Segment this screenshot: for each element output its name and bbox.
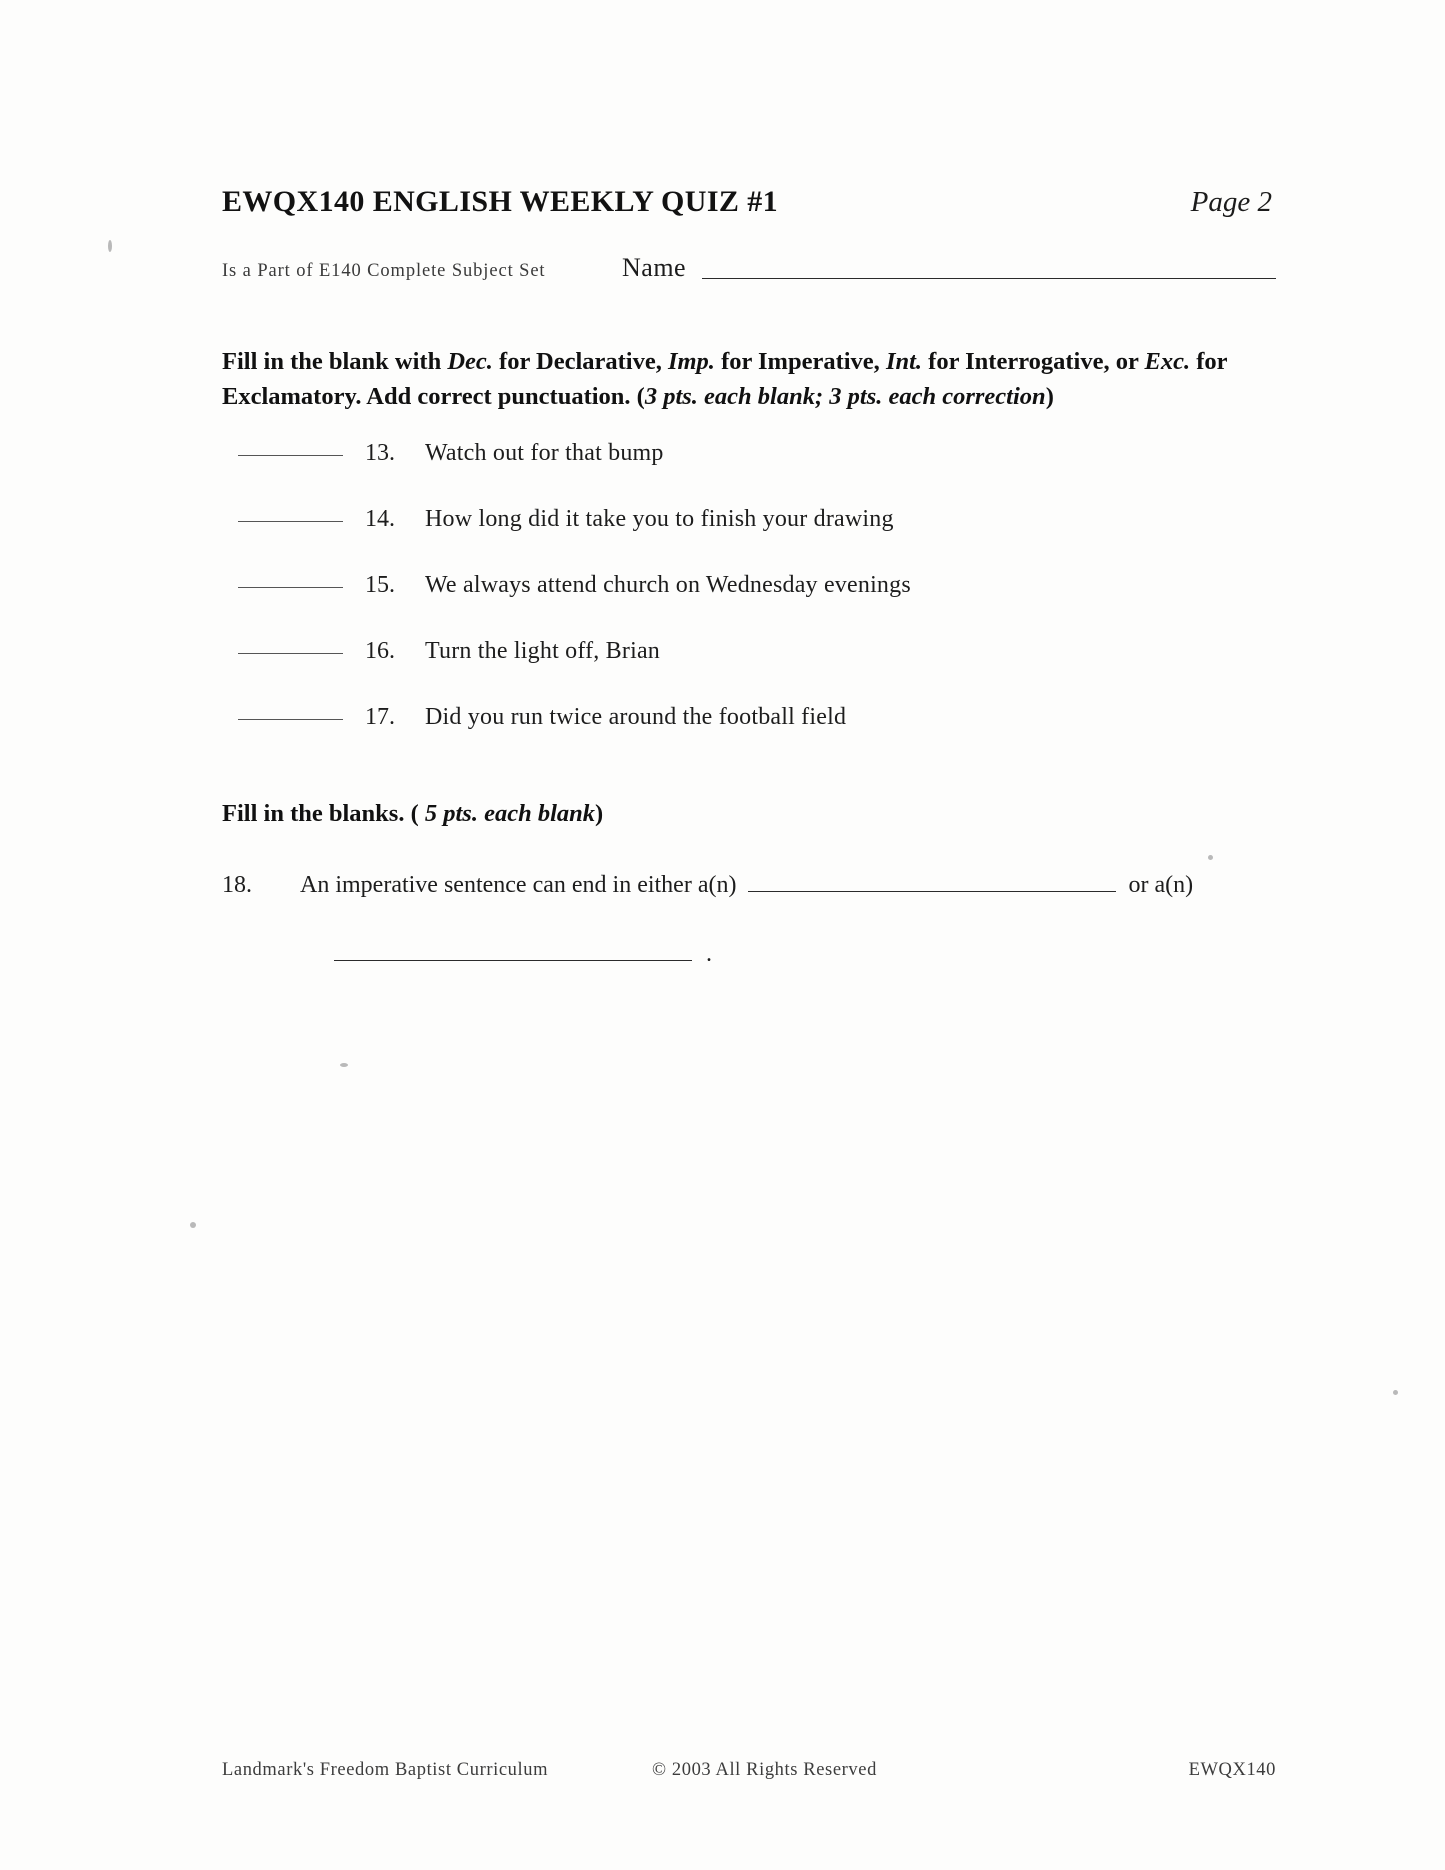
question-text: How long did it take you to finish your drawing bbox=[425, 506, 894, 532]
trailing-period: . bbox=[706, 941, 712, 967]
question-number: 16. bbox=[365, 638, 395, 664]
question-text-middle: or a(n) bbox=[1128, 872, 1194, 898]
name-input-line[interactable] bbox=[702, 277, 1276, 279]
document-footer bbox=[222, 1760, 1282, 1781]
question-row bbox=[222, 704, 1282, 770]
question-number: 14. bbox=[365, 506, 395, 532]
abbr-imp: Imp. bbox=[667, 348, 715, 375]
instruction-text-3: for Imperative, bbox=[714, 348, 886, 375]
answer-blank-18a[interactable] bbox=[748, 890, 1116, 892]
answer-blank-16[interactable] bbox=[238, 652, 343, 654]
scan-speckle bbox=[108, 240, 112, 252]
question-text: We always attend church on Wednesday evenings bbox=[425, 572, 911, 598]
section2-points-note: 5 pts. each blank bbox=[424, 800, 596, 827]
instruction-text-6: ) bbox=[1045, 382, 1054, 410]
abbr-dec: Dec. bbox=[447, 348, 493, 375]
section2-heading-close: ) bbox=[595, 800, 604, 827]
question-row bbox=[222, 506, 1282, 572]
question-number: 15. bbox=[365, 572, 395, 598]
section1-question-list bbox=[222, 440, 1282, 770]
answer-blank-15[interactable] bbox=[238, 586, 343, 588]
scan-speckle bbox=[190, 1222, 196, 1228]
question-18-line-1 bbox=[222, 872, 1282, 899]
question-row bbox=[222, 638, 1282, 704]
subject-set-note: Is a Part of E140 Complete Subject Set bbox=[222, 261, 546, 281]
scan-speckle bbox=[1393, 1390, 1398, 1395]
question-18-line-2 bbox=[300, 941, 1282, 968]
section1-instructions bbox=[222, 345, 1282, 415]
abbr-exc: Exc. bbox=[1144, 348, 1191, 375]
section2-heading bbox=[222, 800, 603, 828]
instruction-text-2: for Declarative, bbox=[492, 348, 668, 375]
abbr-int: Int. bbox=[885, 348, 923, 375]
instruction-text-4: for Interrogative, or bbox=[922, 348, 1145, 375]
question-text-before: An imperative sentence can end in either a(n) bbox=[300, 872, 737, 898]
instruction-text-5: for Exclamatory. Add correct punctuation. ( bbox=[222, 348, 1228, 410]
instruction-text-1: Fill in the blank with bbox=[222, 348, 448, 375]
question-text: Turn the light off, Brian bbox=[425, 638, 661, 664]
question-row bbox=[222, 440, 1282, 506]
question-18 bbox=[222, 872, 1282, 968]
page-number: Page 2 bbox=[1190, 186, 1272, 218]
question-text: Did you run twice around the football field bbox=[425, 704, 847, 730]
answer-blank-17[interactable] bbox=[238, 718, 343, 720]
footer-copyright: © 2003 All Rights Reserved bbox=[652, 1760, 877, 1780]
question-text: Watch out for that bump bbox=[425, 440, 664, 466]
section2-heading-text: Fill in the blanks. ( bbox=[222, 800, 425, 827]
name-label: Name bbox=[622, 253, 687, 282]
question-number: 18. bbox=[222, 872, 252, 898]
section1-points-note: 3 pts. each blank; 3 pts. each correction bbox=[644, 382, 1046, 410]
document-header bbox=[222, 185, 1282, 219]
name-row bbox=[222, 253, 1282, 285]
footer-publisher: Landmark's Freedom Baptist Curriculum bbox=[222, 1760, 549, 1780]
answer-blank-13[interactable] bbox=[238, 454, 343, 456]
answer-blank-14[interactable] bbox=[238, 520, 343, 522]
answer-blank-18b[interactable] bbox=[334, 959, 692, 961]
footer-code: EWQX140 bbox=[1188, 1760, 1276, 1780]
scan-speckle bbox=[340, 1063, 348, 1067]
page-title: EWQX140 ENGLISH WEEKLY QUIZ #1 bbox=[222, 185, 779, 218]
question-number: 13. bbox=[365, 440, 395, 466]
question-number: 17. bbox=[365, 704, 395, 730]
question-row bbox=[222, 572, 1282, 638]
scan-speckle bbox=[1208, 855, 1213, 860]
